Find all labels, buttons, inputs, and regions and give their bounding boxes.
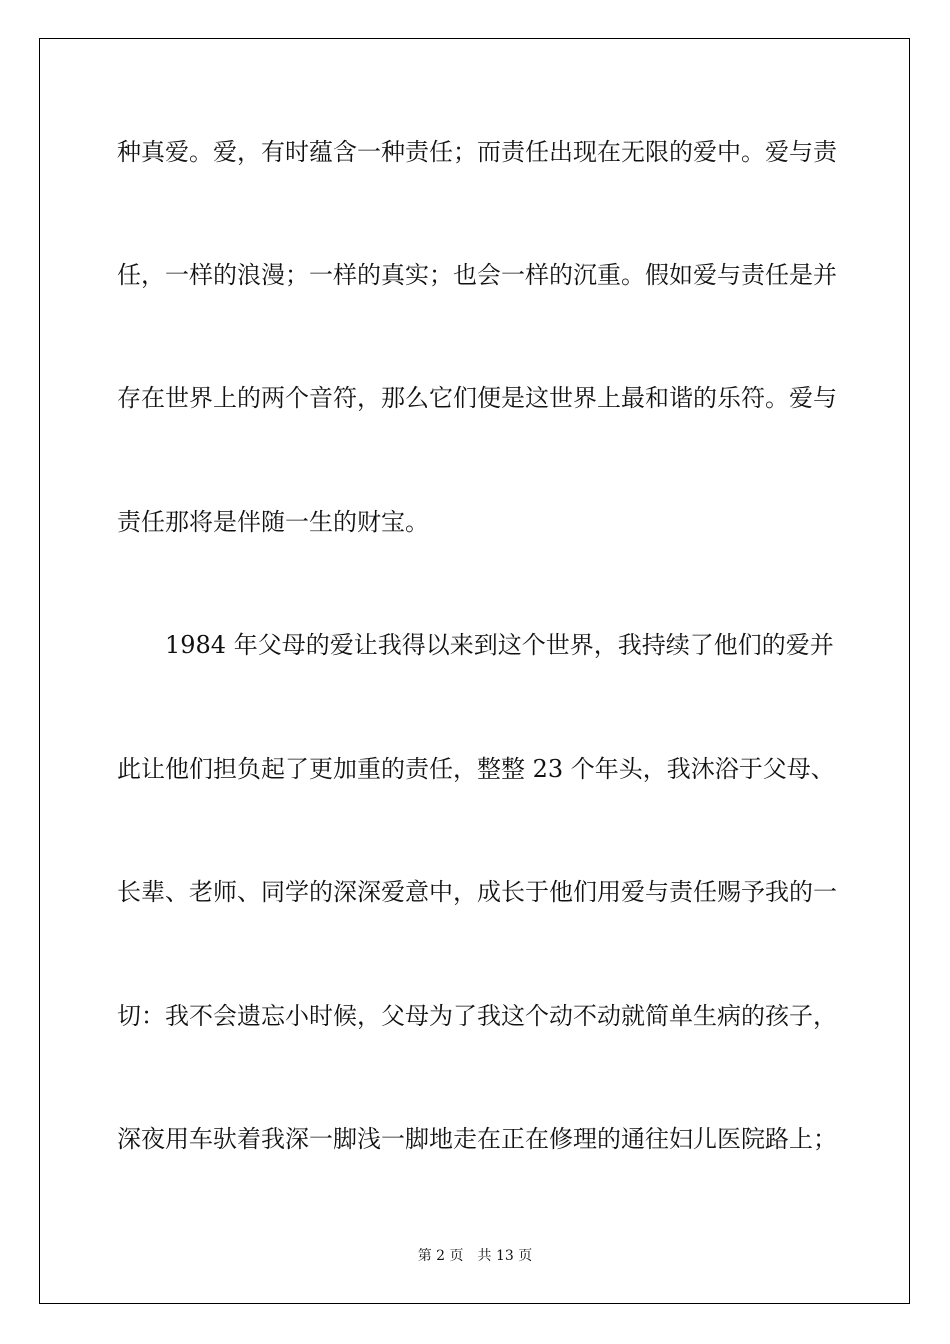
paragraph-line: 任，一样的浪漫；一样的真实；也会一样的沉重。假如爱与责任是并 — [117, 261, 837, 289]
paragraph-line: 存在世界上的两个音符，那么它们便是这世界上最和谐的乐符。爱与 — [117, 384, 837, 412]
paragraph-line: 切：我不会遗忘小时候，父母为了我这个动不动就简单生病的孩子， — [117, 1002, 837, 1030]
page-total: 共 13 页 — [477, 1248, 533, 1264]
paragraph-line: 长辈、老师、同学的深深爱意中，成长于他们用爱与责任赐予我的一 — [117, 878, 837, 906]
paragraph-line: 种真爱。爱，有时蕴含一种责任；而责任出现在无限的爱中。爱与责 — [117, 138, 837, 166]
paragraph-line: 深夜用车驮着我深一脚浅一脚地走在正在修理的通往妇儿医院路上； — [117, 1125, 837, 1153]
page-footer — [0, 1247, 950, 1265]
paragraph-line: 此让他们担负起了更加重的责任，整整 23 个年头，我沐浴于父母、 — [117, 755, 835, 783]
paragraph-line: 责任那将是伴随一生的财宝。 — [117, 508, 429, 536]
paragraph-line: 1984 年父母的爱让我得以来到这个世界，我持续了他们的爱并 — [165, 631, 834, 659]
page-border — [39, 38, 910, 1304]
page-number: 第 2 页 — [417, 1248, 464, 1264]
